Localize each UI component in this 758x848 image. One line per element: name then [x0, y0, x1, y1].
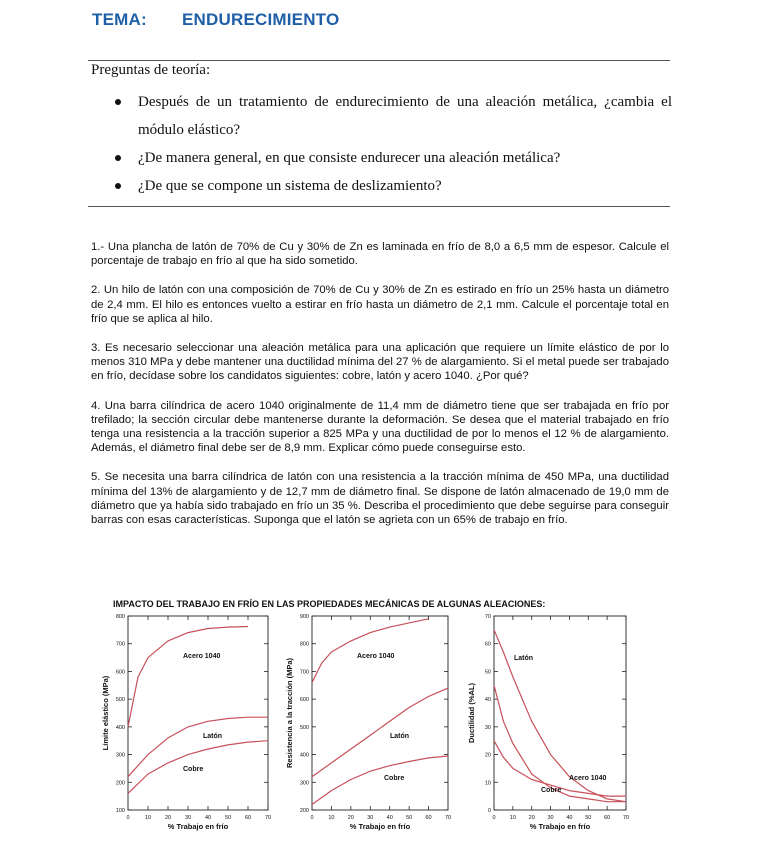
- theory-question: Después de un tratamiento de endurecimiento de una aleación metálica, ¿cambia el módulo elástico?: [112, 88, 672, 144]
- figure-title: IMPACTO DEL TRABAJO EN FRÍO EN LAS PROPIEDADES MECÁNICAS DE ALGUNAS ALEACIONES:: [113, 599, 546, 609]
- series-line: [312, 756, 448, 805]
- x-tick-label: 20: [528, 815, 535, 821]
- x-tick-label: 20: [347, 815, 354, 821]
- y-tick-label: 400: [299, 752, 309, 759]
- y-tick-label: 40: [484, 697, 491, 704]
- x-axis-label: % Trabajo en frío: [349, 822, 411, 831]
- y-tick-label: 600: [115, 669, 125, 676]
- y-tick-label: 200: [299, 808, 309, 814]
- y-tick-label: 900: [299, 614, 309, 620]
- y-axis-label: Ductilidad (%AL): [467, 683, 476, 743]
- x-tick-label: 20: [164, 815, 172, 821]
- x-tick-label: 10: [328, 815, 335, 821]
- problem-4: 4. Una barra cilíndrica de acero 1040 originalmente de 11,4 mm de diámetro tiene que ser trabajada en frío por trefilado; la sección circular debe mantenerse durante la deformación. Se desea que el material trabajado en frío tenga una resistencia a la tracción superior a 825 MPa y una ductilidad de por lo menos el 12 % de alargamiento. Además, el diámetro final debe ser de 8,9 mm. Explicar cómo puede conseguirse esto.: [91, 399, 669, 455]
- problem-5: 5. Se necesita una barra cilíndrica de latón con una resistencia a la tracción mínima de 450 MPa, una ductilidad mínima del 13% de alargamiento y de 12,7 mm de diámetro final. Se dispone de latón almacenado de 19,0 mm de diámetro que ya había sido trabajado en frío un 35 %. Describa el procedimiento que debe seguirse para conseguir barras con esas características. Suponga que el latón se agrieta con un 65% de trabajo en frío.: [91, 471, 669, 527]
- series-line: [128, 627, 248, 727]
- header-topic: ENDURECIMIENTO: [182, 10, 340, 29]
- x-tick-label: 40: [566, 815, 573, 821]
- chart-frame: [312, 616, 448, 810]
- y-tick-label: 0: [487, 808, 491, 814]
- x-tick-label: 30: [367, 815, 374, 821]
- x-tick-label: 50: [224, 815, 232, 821]
- x-tick-label: 30: [184, 815, 192, 821]
- series-line: [494, 685, 626, 801]
- y-axis-label: Límite elástico (MPa): [101, 675, 110, 751]
- y-tick-label: 300: [115, 752, 125, 759]
- y-tick-label: 300: [299, 780, 309, 787]
- x-tick-label: 0: [126, 815, 130, 821]
- theory-question: ¿De que se compone un sistema de deslizamiento?: [112, 172, 672, 200]
- problem-3: 3. Es necesario seleccionar una aleación metálica para una aplicación que requiere un límite elástico de por lo menos 310 MPa y debe mantener una ductilidad mínima del 27 % de alargamiento. Si el metal puede ser trabajado en frío, decídase sobre los candidatos siguientes: cobre, latón y acero 1040. ¿Por qué?: [91, 342, 669, 383]
- x-tick-label: 0: [310, 815, 314, 821]
- y-tick-label: 50: [484, 669, 491, 676]
- series-label: Latón: [203, 733, 223, 740]
- header-label: TEMA:: [92, 10, 147, 29]
- y-tick-label: 800: [115, 614, 125, 620]
- y-tick-label: 700: [299, 669, 309, 676]
- x-tick-label: 70: [622, 815, 630, 821]
- y-tick-label: 800: [299, 641, 309, 648]
- x-tick-label: 50: [585, 815, 592, 821]
- series-line: [312, 688, 448, 777]
- x-tick-label: 60: [604, 815, 611, 821]
- series-label: Acero 1040: [357, 653, 395, 660]
- y-tick-label: 200: [115, 780, 125, 787]
- y-axis-label: Resistencia a la tracción (MPa): [285, 657, 294, 769]
- y-tick-label: 700: [115, 641, 125, 648]
- series-label: Acero 1040: [569, 775, 607, 782]
- x-tick-label: 40: [204, 815, 212, 821]
- x-tick-label: 60: [425, 815, 432, 821]
- chart-frame: [128, 616, 268, 810]
- problem-1: 1.- Una plancha de latón de 70% de Cu y 30% de Zn es laminada en frío de 8,0 a 6,5 mm de espesor. Calcule el porcentaje de trabajo en frío al que ha sido sometido.: [91, 241, 669, 268]
- y-tick-label: 600: [299, 697, 309, 704]
- y-tick-label: 70: [484, 614, 491, 620]
- y-tick-label: 60: [484, 641, 491, 648]
- x-axis-label: % Trabajo en frío: [529, 822, 591, 831]
- x-tick-label: 70: [264, 815, 272, 821]
- series-label: Latón: [514, 655, 534, 662]
- y-tick-label: 20: [484, 752, 491, 759]
- theory-question: ¿De manera general, en que consiste endurecer una aleación metálica?: [112, 144, 672, 172]
- theory-heading: Preguntas de teoría:: [91, 62, 211, 78]
- y-tick-label: 10: [484, 780, 491, 787]
- series-label: Cobre: [384, 775, 405, 782]
- y-tick-label: 400: [115, 724, 125, 731]
- problem-2: 2. Un hilo de latón con una composición de 70% de Cu y 30% de Zn es estirado en frío un 25% hasta un diámetro de 2,4 mm. El hilo es entonces vuelto a estirar en frío hasta un diámetro de 2,1 mm. Calcule el porcentaje total en frío que se aplica al hilo.: [91, 284, 669, 325]
- y-tick-label: 100: [115, 808, 125, 814]
- y-tick-label: 500: [115, 697, 125, 704]
- x-axis-label: % Trabajo en frío: [167, 822, 229, 831]
- x-tick-label: 10: [144, 815, 152, 821]
- x-tick-label: 10: [509, 815, 516, 821]
- x-tick-label: 40: [386, 815, 393, 821]
- series-label: Acero 1040: [183, 653, 221, 660]
- series-label: Latón: [390, 733, 410, 740]
- series-line: [312, 619, 429, 683]
- x-tick-label: 50: [406, 815, 413, 821]
- x-tick-label: 60: [244, 815, 252, 821]
- y-tick-label: 30: [484, 724, 491, 731]
- x-tick-label: 0: [492, 815, 496, 821]
- series-label: Cobre: [183, 766, 204, 773]
- x-tick-label: 70: [444, 815, 452, 821]
- series-label: Cobre: [541, 787, 562, 794]
- y-tick-label: 500: [299, 724, 309, 731]
- x-tick-label: 30: [547, 815, 554, 821]
